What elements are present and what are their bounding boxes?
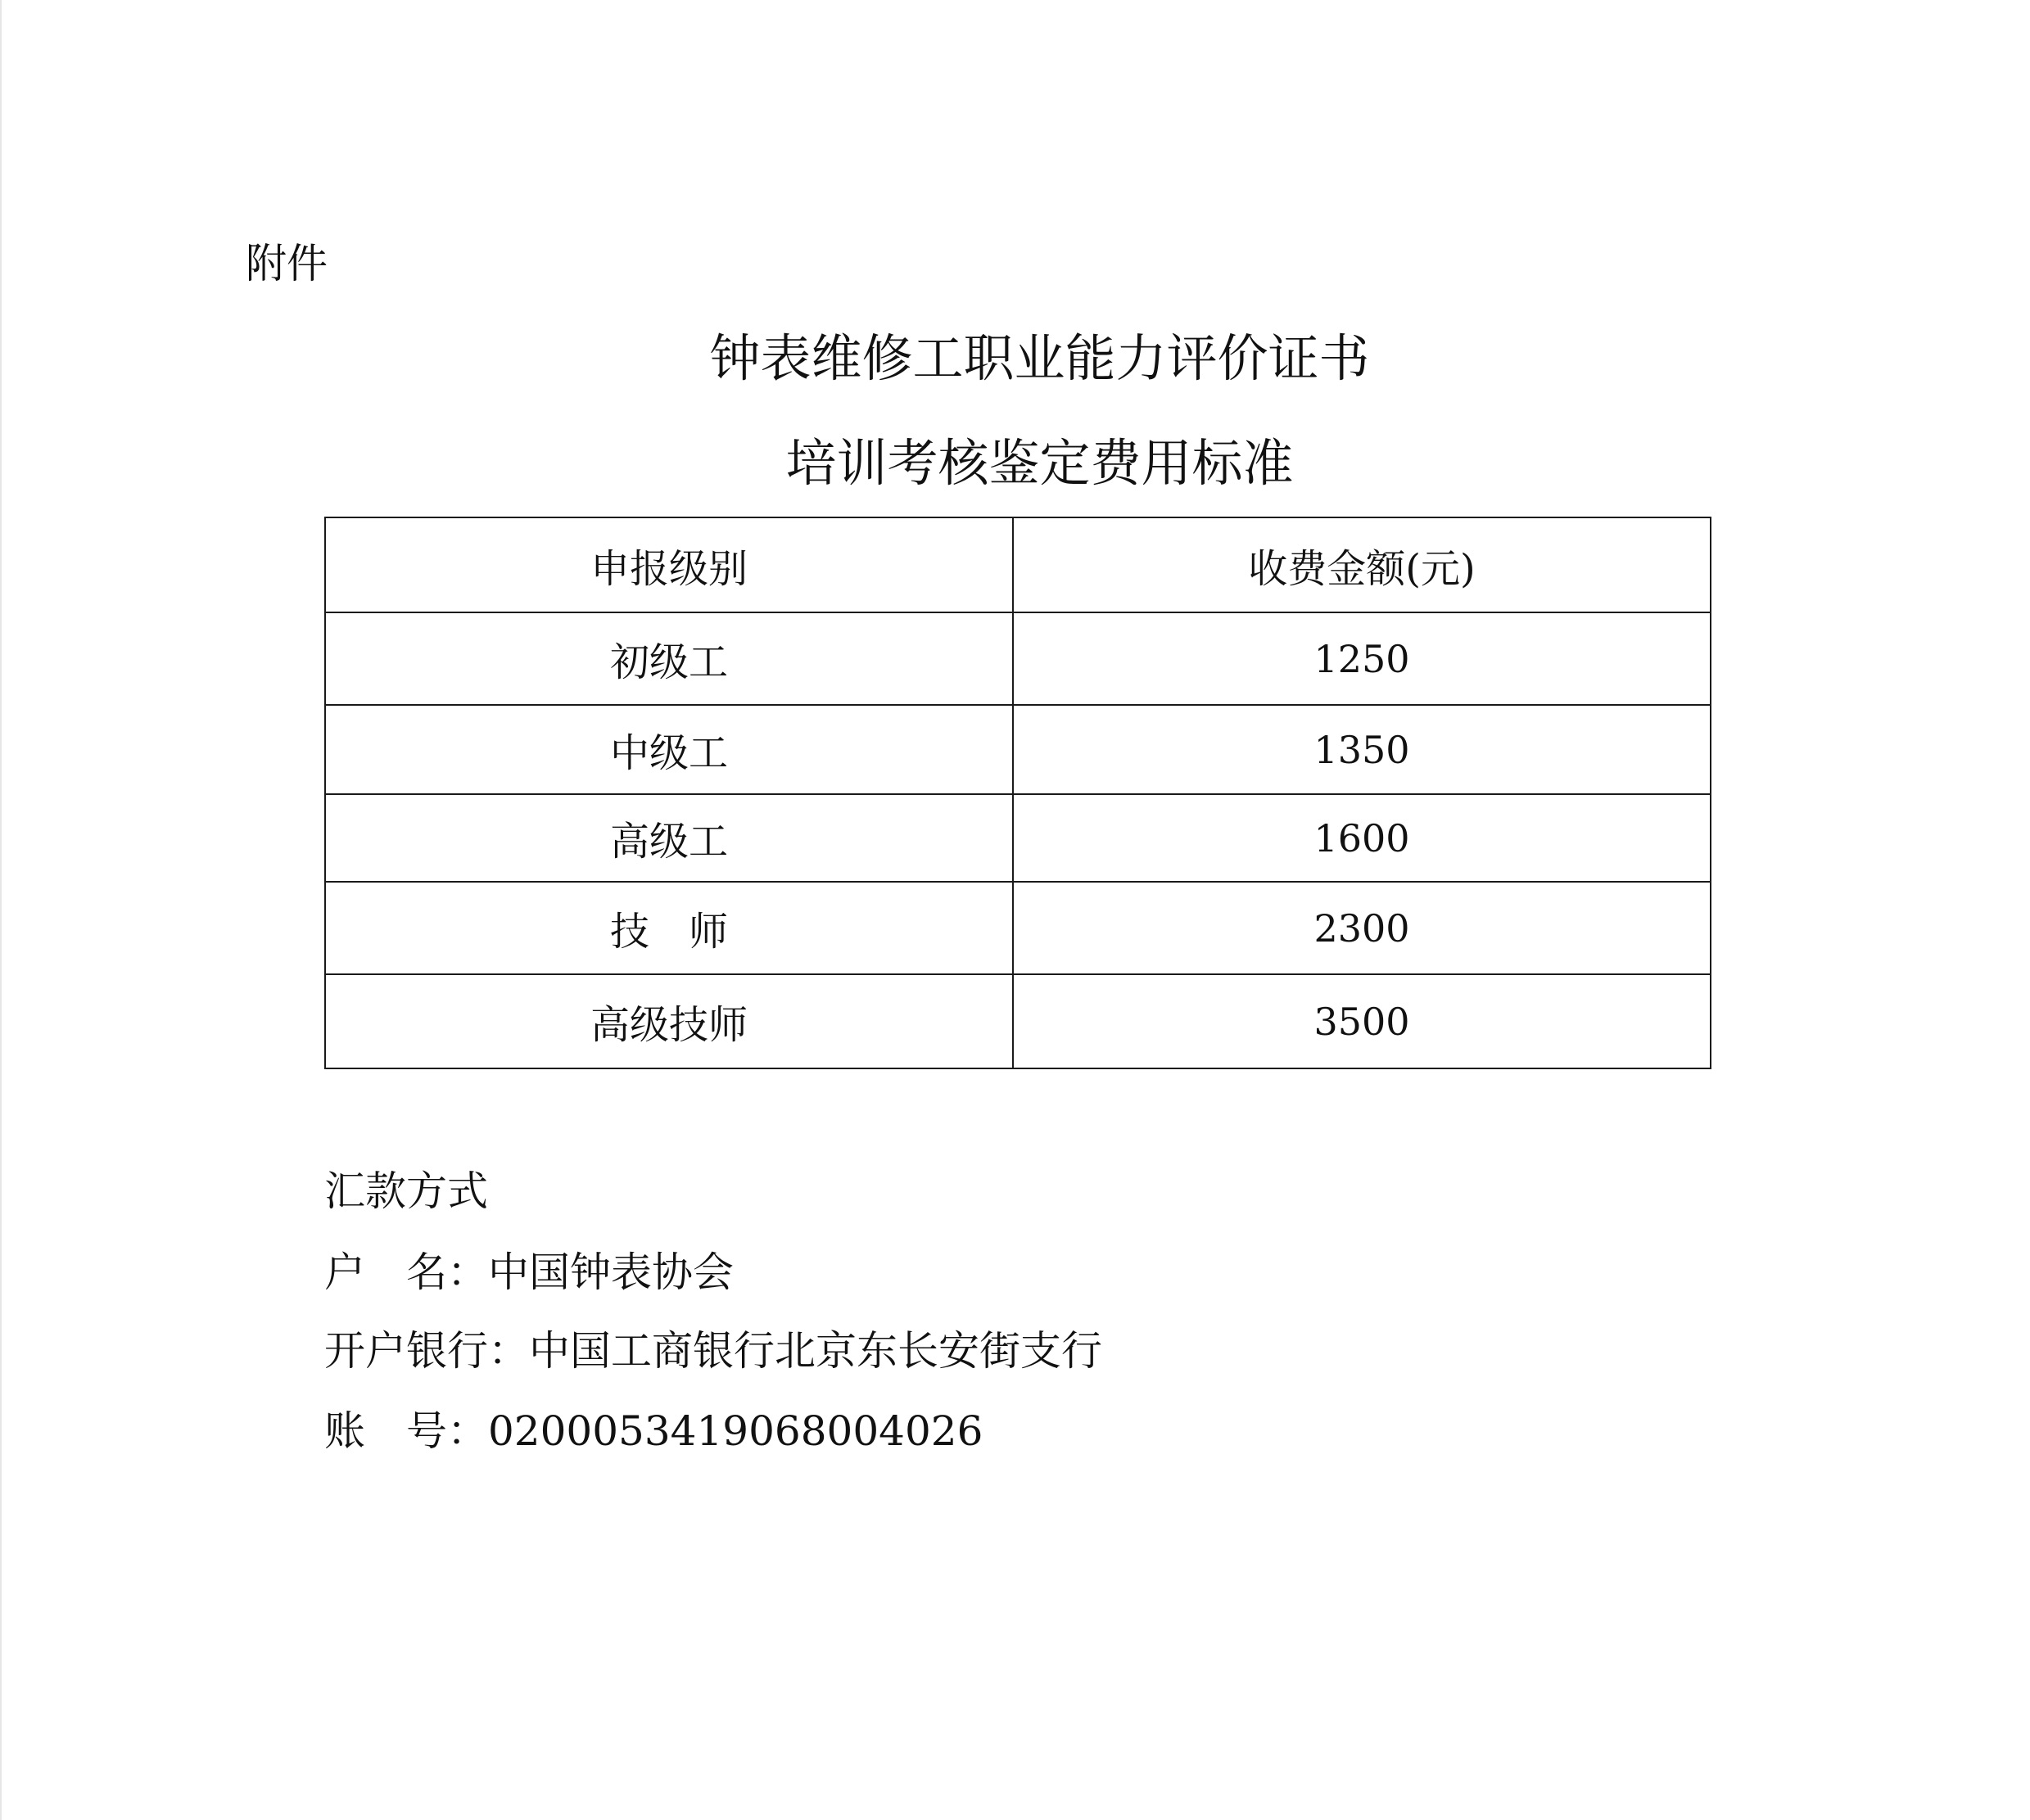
bank-value: 中国工商银行北京东长安街支行	[529, 1327, 1102, 1375]
level-cell: 高级工	[325, 794, 1013, 882]
level-cell: 技 师	[325, 882, 1013, 974]
account-name-value: 中国钟表协会	[488, 1249, 734, 1296]
column-header-level: 申报级别	[325, 517, 1013, 612]
level-cell: 高级技师	[325, 974, 1013, 1068]
column-header-fee: 收费金额(元)	[1013, 517, 1711, 612]
attachment-label: 附件	[246, 240, 328, 287]
account-number-key: 账 号：	[324, 1407, 488, 1455]
fee-cell: 1350	[1013, 705, 1711, 794]
fee-cell: 3500	[1013, 974, 1711, 1068]
level-cell: 中级工	[325, 705, 1013, 794]
table-row	[325, 974, 1711, 1068]
table-row	[325, 794, 1711, 882]
fee-cell: 2300	[1013, 882, 1711, 974]
table-row	[325, 612, 1711, 705]
table-row	[325, 705, 1711, 794]
account-number-line	[324, 1407, 983, 1456]
table-row	[325, 882, 1711, 974]
fee-table	[324, 517, 1711, 1069]
account-number-value: 0200053419068004026	[488, 1407, 983, 1455]
account-name-key: 户 名：	[324, 1249, 488, 1296]
remittance-title: 汇款方式	[324, 1167, 488, 1215]
fee-cell: 1250	[1013, 612, 1711, 705]
table-header-row	[325, 517, 1711, 612]
bank-line	[324, 1326, 1102, 1375]
document-subtitle: 培训考核鉴定费用标准	[785, 433, 1294, 493]
fee-cell: 1600	[1013, 794, 1711, 882]
level-cell: 初级工	[325, 612, 1013, 705]
account-name-line	[324, 1248, 734, 1297]
bank-key: 开户银行：	[324, 1327, 529, 1375]
document-title: 钟表维修工职业能力评价证书	[709, 328, 1370, 388]
